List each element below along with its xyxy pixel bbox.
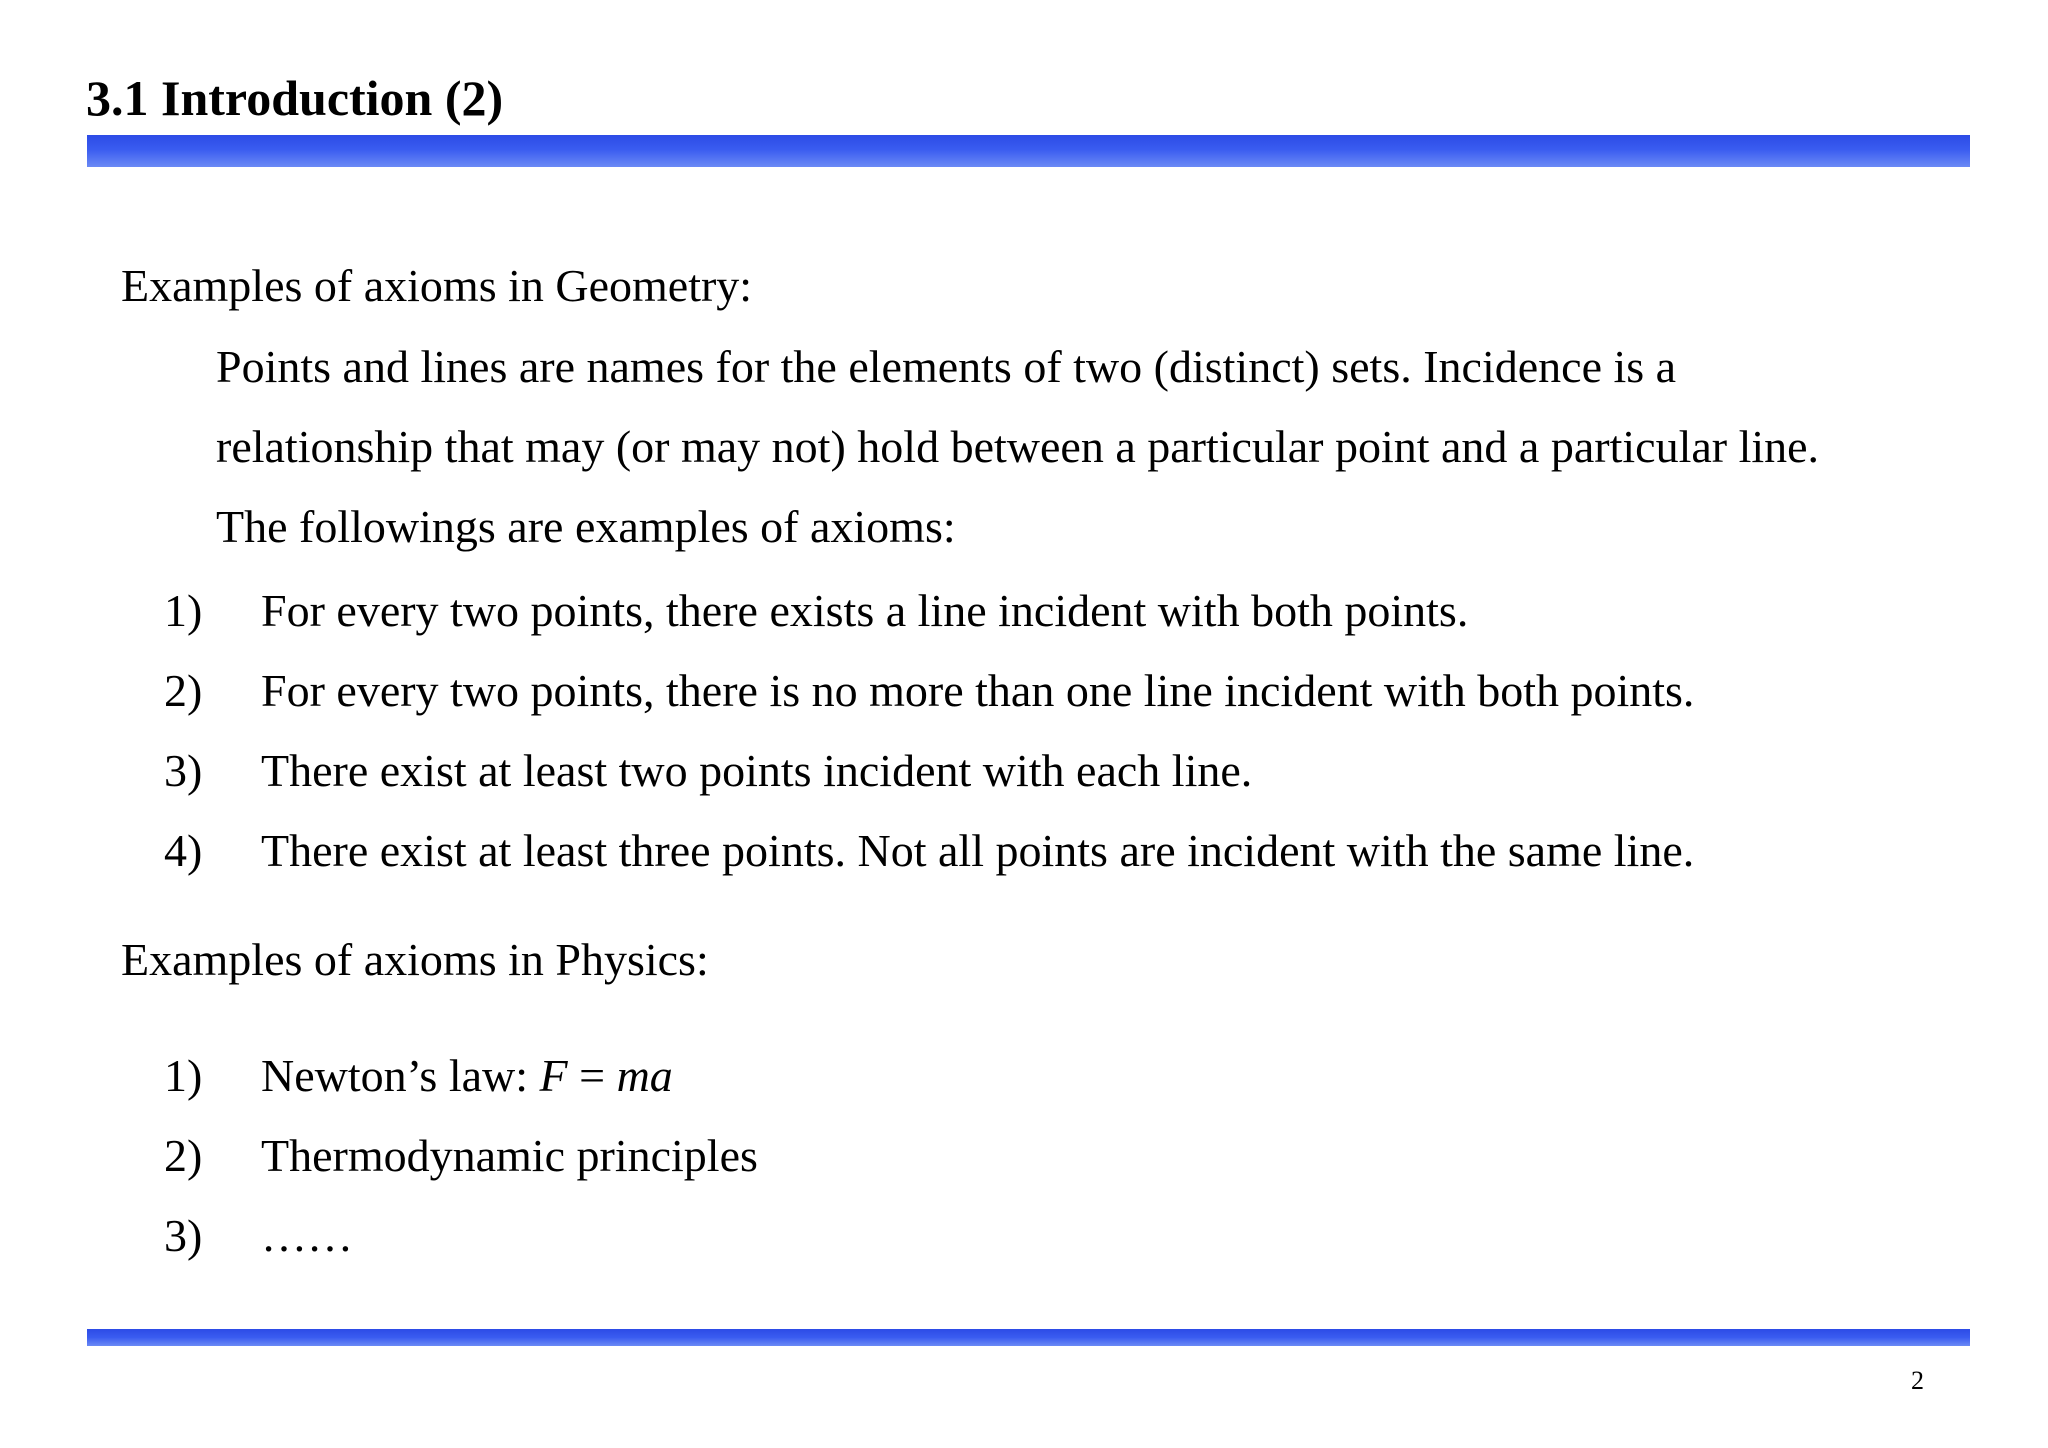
list-number: 3) [164,745,203,796]
geometry-heading: Examples of axioms in Geometry: [121,260,753,311]
footer-bar [87,1329,1970,1346]
geometry-paragraph-line-2: relationship that may (or may not) hold between a particular point and a particular line. [216,421,1820,472]
list-text: …… [261,1210,353,1261]
list-text: For every two points, there exists a line incident with both points. [261,585,1469,636]
list-text: There exist at least three points. Not all points are incident with the same line. [261,825,1695,876]
list-number: 3) [164,1210,203,1261]
list-number: 4) [164,825,203,876]
newtons-law-label: Newton’s law: [261,1050,540,1101]
list-number: 2) [164,665,203,716]
slide-title: 3.1 Introduction (2) [86,70,504,126]
list-text: For every two points, there is no more than one line incident with both points. [261,665,1695,716]
title-underline-bar [87,135,1970,167]
physics-heading: Examples of axioms in Physics: [121,934,709,985]
list-text: Thermodynamic principles [261,1130,758,1181]
formula-force: F [539,1050,568,1101]
list-number: 1) [164,1050,203,1101]
list-text [261,1048,673,1104]
page-number: 2 [1911,1366,1924,1395]
formula-mass-acceleration: ma [616,1050,673,1101]
geometry-paragraph-line-1: Points and lines are names for the elements of two (distinct) sets. Incidence is a [216,341,1677,392]
list-text: There exist at least two points incident with each line. [261,745,1253,796]
geometry-paragraph-line-3: The followings are examples of axioms: [216,501,956,552]
list-number: 2) [164,1130,203,1181]
formula-equals: = [567,1050,617,1101]
list-number: 1) [164,585,203,636]
